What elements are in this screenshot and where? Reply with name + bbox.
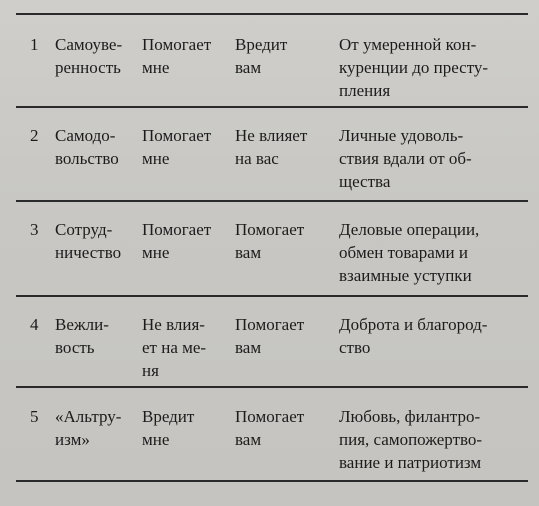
row-effect-you: Вредит вам xyxy=(235,35,288,77)
row-effect-me: Вредит мне xyxy=(142,407,195,449)
row-number: 4 xyxy=(30,315,39,334)
row-name: Вежли- вость xyxy=(55,315,109,357)
row-number: 5 xyxy=(30,407,39,426)
row-description: Личные удоволь- ствия вдали от об- щества xyxy=(339,126,472,191)
row-description: Деловые операции, обмен товарами и взаимные уступки xyxy=(339,220,480,285)
row-description: Любовь, филантро- пия, самопожертво- вание и патриотизм xyxy=(339,407,483,472)
row-number: 3 xyxy=(30,220,39,239)
row-effect-me: Помогает мне xyxy=(142,220,212,262)
row-description: От умеренной кон- куренции до престу- пления xyxy=(339,35,489,100)
row-name: Сотруд- ничество xyxy=(55,220,122,262)
row-name: Самодо- вольство xyxy=(55,126,119,168)
row-number: 1 xyxy=(30,35,39,54)
row-effect-me: Помогает мне xyxy=(142,35,212,77)
row-name: Самоуве- ренность xyxy=(55,35,123,77)
row-effect-you: Помогает вам xyxy=(235,220,305,262)
row-name: «Альтру- изм» xyxy=(55,407,122,449)
row-divider xyxy=(16,200,528,202)
row-effect-you: Помогает вам xyxy=(235,407,305,449)
row-number: 2 xyxy=(30,126,39,145)
row-divider xyxy=(16,295,528,297)
table-bottom-rule xyxy=(16,480,528,482)
row-description: Доброта и благород- ство xyxy=(339,315,488,357)
row-divider xyxy=(16,386,528,388)
row-effect-me: Не влия- ет на ме- ня xyxy=(142,315,207,380)
row-effect-you: Помогает вам xyxy=(235,315,305,357)
row-divider xyxy=(16,106,528,108)
table-top-rule xyxy=(16,13,528,15)
row-effect-you: Не влияет на вас xyxy=(235,126,308,168)
row-effect-me: Помогает мне xyxy=(142,126,212,168)
